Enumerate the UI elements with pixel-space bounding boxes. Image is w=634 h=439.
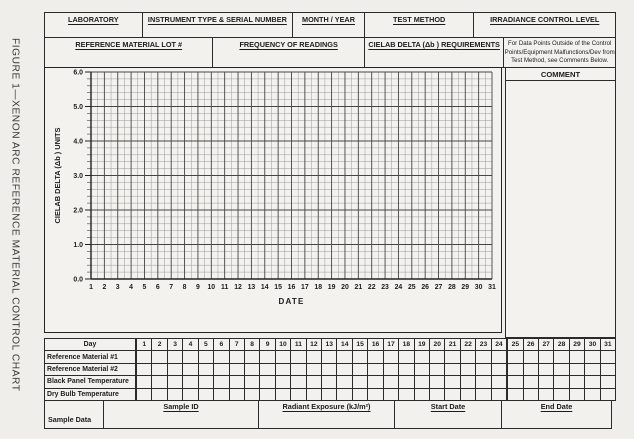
table-row-reference-material-1	[45, 350, 615, 362]
data-cell	[444, 351, 459, 362]
day-number-cell: 11	[290, 339, 305, 350]
data-cell	[259, 389, 274, 400]
data-cell	[321, 364, 336, 375]
data-cell	[523, 351, 538, 362]
data-cell	[244, 351, 259, 362]
svg-text:3: 3	[115, 284, 120, 291]
svg-text:21: 21	[354, 284, 363, 291]
svg-text:17: 17	[301, 284, 309, 291]
data-cell	[306, 376, 321, 387]
data-cell	[367, 376, 382, 387]
data-cell	[306, 351, 321, 362]
data-cell	[244, 364, 259, 375]
data-cell	[523, 389, 538, 400]
data-cell	[460, 376, 475, 387]
field-month-year	[293, 13, 365, 37]
field-label: REFERENCE MATERIAL LOT #	[75, 40, 183, 49]
data-cell	[491, 376, 506, 387]
svg-text:5: 5	[142, 284, 147, 291]
data-cell	[167, 376, 182, 387]
comment-column	[505, 67, 616, 338]
data-cell	[290, 376, 305, 387]
data-cell	[182, 351, 197, 362]
svg-text:9: 9	[196, 284, 200, 291]
day-number-cell: 8	[244, 339, 259, 350]
svg-text:4: 4	[129, 284, 134, 291]
data-cell	[523, 376, 538, 387]
data-cell	[229, 351, 244, 362]
data-cell	[414, 376, 429, 387]
svg-text:19: 19	[327, 284, 336, 291]
day-number-cell: 30	[584, 339, 599, 350]
svg-text:1.0: 1.0	[73, 241, 83, 249]
field-label: Sample ID	[163, 402, 199, 411]
svg-text:25: 25	[407, 284, 416, 291]
data-cell	[429, 376, 444, 387]
data-cell	[460, 351, 475, 362]
svg-text:24: 24	[394, 284, 403, 291]
data-cell	[600, 389, 615, 400]
data-cell	[553, 376, 568, 387]
day-number-cell: 29	[569, 339, 584, 350]
data-cell	[136, 351, 151, 362]
svg-text:8: 8	[182, 284, 187, 291]
data-cell	[182, 364, 197, 375]
day-number-cell: 26	[523, 339, 538, 350]
data-cell	[167, 351, 182, 362]
data-cell	[321, 351, 336, 362]
field-instrument-type-serial-number	[143, 13, 293, 37]
data-cell	[584, 389, 599, 400]
data-cell	[306, 364, 321, 375]
data-cell	[553, 351, 568, 362]
day-number-cell: 4	[182, 339, 197, 350]
data-cell	[584, 364, 599, 375]
day-number-cell: 12	[306, 339, 321, 350]
day-number-cell: 3	[167, 339, 182, 350]
field-label: LABORATORY	[68, 15, 119, 24]
data-cell	[244, 389, 259, 400]
svg-text:29: 29	[461, 284, 470, 291]
control-chart	[44, 67, 502, 333]
row-label: Reference Material #1	[45, 351, 136, 362]
data-cell	[398, 351, 413, 362]
day-number-cell: 14	[336, 339, 351, 350]
data-cell	[523, 364, 538, 375]
data-cell	[229, 364, 244, 375]
data-cell	[429, 364, 444, 375]
svg-text:30: 30	[474, 284, 483, 291]
data-cell	[336, 389, 351, 400]
svg-text:13: 13	[247, 284, 256, 291]
data-cell	[506, 351, 522, 362]
data-cell	[383, 351, 398, 362]
day-number-cell: 23	[475, 339, 490, 350]
day-number-cell: 19	[414, 339, 429, 350]
data-cell	[259, 376, 274, 387]
data-cell	[151, 376, 166, 387]
day-number-cell: 2	[151, 339, 166, 350]
data-cell	[306, 389, 321, 400]
day-header-row	[45, 339, 615, 350]
day-number-cell: 17	[383, 339, 398, 350]
day-number-cell: 24	[491, 339, 506, 350]
data-cell	[198, 376, 213, 387]
data-cell	[213, 389, 228, 400]
svg-text:16: 16	[287, 284, 296, 291]
day-number-cell: 18	[398, 339, 413, 350]
note-line: Test Method, see Comments Below.	[511, 57, 609, 65]
data-cell	[569, 389, 584, 400]
day-number-cell: 25	[506, 339, 522, 350]
day-number-cell: 21	[444, 339, 459, 350]
svg-text:27: 27	[434, 284, 443, 291]
comment-body	[506, 81, 615, 337]
data-cell	[475, 364, 490, 375]
data-cell	[444, 376, 459, 387]
daily-readings-table	[44, 338, 616, 401]
data-cell	[321, 376, 336, 387]
data-cell	[290, 364, 305, 375]
data-cell	[290, 389, 305, 400]
row-label: Dry Bulb Temperature	[45, 389, 136, 400]
svg-text:14: 14	[260, 284, 269, 291]
data-cell	[290, 351, 305, 362]
svg-text:2: 2	[102, 284, 107, 291]
day-number-cell: 13	[321, 339, 336, 350]
data-cell	[213, 376, 228, 387]
control-chart-form	[44, 12, 616, 429]
data-cell	[584, 376, 599, 387]
field-radiant-exposure-kj-m	[258, 400, 395, 429]
field-label: FREQUENCY OF READINGS	[239, 40, 338, 49]
data-cell	[167, 364, 182, 375]
data-cell	[198, 351, 213, 362]
day-number-cell: 9	[259, 339, 274, 350]
day-corner-label: Day	[45, 339, 136, 350]
field-end-date	[501, 400, 612, 429]
data-cell	[336, 364, 351, 375]
day-number-cell: 27	[538, 339, 553, 350]
field-label: IRRADIANCE CONTROL LEVEL	[490, 15, 600, 24]
data-cell	[569, 376, 584, 387]
data-cell	[151, 364, 166, 375]
svg-text:15: 15	[274, 284, 282, 291]
data-cell	[460, 364, 475, 375]
data-cell	[491, 364, 506, 375]
svg-text:1: 1	[89, 284, 93, 291]
data-cell	[383, 389, 398, 400]
data-cell	[600, 364, 615, 375]
data-cell	[336, 376, 351, 387]
data-cell	[398, 376, 413, 387]
svg-text:5.0: 5.0	[73, 103, 83, 111]
field-label: Start Date	[430, 402, 466, 411]
data-cell	[414, 389, 429, 400]
data-cell	[506, 364, 522, 375]
data-cell	[352, 364, 367, 375]
note-line: For Data Points Outside of the Control	[508, 40, 612, 47]
svg-text:22: 22	[367, 284, 376, 291]
data-cell	[383, 376, 398, 387]
day-number-cell: 22	[460, 339, 475, 350]
data-cell	[336, 351, 351, 362]
field-laboratory	[45, 13, 143, 37]
data-cell	[182, 389, 197, 400]
data-cell	[506, 376, 522, 387]
table-row-black-panel-temperature	[45, 375, 615, 387]
data-cell	[198, 389, 213, 400]
svg-text:0.0: 0.0	[73, 276, 83, 284]
data-cell	[136, 364, 151, 375]
data-cell	[259, 364, 274, 375]
svg-text:6: 6	[155, 284, 160, 291]
data-cell	[398, 364, 413, 375]
day-number-cell: 31	[600, 339, 615, 350]
data-cell	[398, 389, 413, 400]
data-cell	[213, 364, 228, 375]
day-number-cell: 1	[136, 339, 151, 350]
svg-text:7: 7	[169, 284, 174, 291]
data-cell	[259, 351, 274, 362]
field-label: MONTH / YEAR	[302, 15, 355, 24]
data-cell	[444, 364, 459, 375]
data-cell	[352, 351, 367, 362]
data-cell	[538, 389, 553, 400]
data-cell	[538, 376, 553, 387]
sample-data-section	[44, 400, 616, 429]
data-cell	[367, 351, 382, 362]
data-cell	[367, 364, 382, 375]
day-number-cell: 5	[198, 339, 213, 350]
comment-header: COMMENT	[506, 68, 615, 81]
data-cell	[538, 364, 553, 375]
day-number-cell: 10	[275, 339, 290, 350]
svg-text:3.0: 3.0	[73, 172, 83, 180]
data-cell	[475, 376, 490, 387]
data-cell	[569, 351, 584, 362]
chart-svg	[45, 68, 500, 331]
svg-text:26: 26	[421, 284, 430, 291]
note-line: Points/Equipment Malfunctions/Dev from	[504, 48, 615, 56]
field-label: Radiant Exposure (kJ/m²)	[282, 402, 371, 411]
data-cell	[460, 389, 475, 400]
data-cell	[275, 351, 290, 362]
data-cell	[491, 389, 506, 400]
svg-text:20: 20	[341, 284, 349, 291]
row-label: Black Panel Temperature	[45, 376, 136, 387]
field-label: End Date	[540, 402, 573, 411]
header-row-2	[44, 37, 616, 68]
data-cell	[167, 389, 182, 400]
svg-text:23: 23	[381, 284, 389, 291]
data-cell	[444, 389, 459, 400]
field-label: CIELAB DELTA (Δb ) REQUIREMENTS	[368, 40, 500, 49]
data-cell	[538, 351, 553, 362]
x-axis-label: DATE	[278, 297, 305, 306]
data-cell	[569, 364, 584, 375]
svg-text:12: 12	[234, 284, 242, 291]
y-axis-label: CIELAB DELTA (Δb ) UNITS	[53, 127, 62, 224]
data-cell	[584, 351, 599, 362]
data-cell	[229, 389, 244, 400]
sample-data-label: Sample Data	[48, 415, 92, 424]
control-points-note	[504, 38, 615, 67]
data-cell	[429, 389, 444, 400]
data-cell	[600, 376, 615, 387]
day-number-cell: 15	[352, 339, 367, 350]
data-cell	[151, 351, 166, 362]
field-cielab-delta-b-requirements	[365, 38, 505, 67]
svg-text:18: 18	[314, 284, 323, 291]
data-cell	[383, 364, 398, 375]
svg-text:28: 28	[448, 284, 456, 291]
svg-text:10: 10	[207, 284, 216, 291]
data-cell	[275, 364, 290, 375]
field-sample-id	[103, 400, 259, 429]
data-cell	[414, 351, 429, 362]
field-start-date	[394, 400, 502, 429]
data-cell	[198, 364, 213, 375]
row-label: Reference Material #2	[45, 364, 136, 375]
data-cell	[553, 389, 568, 400]
data-cell	[275, 376, 290, 387]
svg-text:11: 11	[221, 284, 229, 291]
data-cell	[352, 389, 367, 400]
field-frequency-of-readings	[213, 38, 364, 67]
figure-title: FIGURE 1—XENON ARC REFERENCE MATERIAL CONTROL CHART	[9, 38, 21, 392]
data-cell	[367, 389, 382, 400]
svg-text:6.0: 6.0	[73, 69, 83, 77]
data-cell	[244, 376, 259, 387]
field-test-method	[365, 13, 475, 37]
data-cell	[553, 364, 568, 375]
field-reference-material-lot	[45, 38, 213, 67]
svg-text:31: 31	[488, 284, 496, 291]
data-cell	[136, 389, 151, 400]
field-label: INSTRUMENT TYPE & SERIAL NUMBER	[147, 15, 287, 24]
data-cell	[213, 351, 228, 362]
data-cell	[491, 351, 506, 362]
data-cell	[151, 389, 166, 400]
table-row-dry-bulb-temperature	[45, 388, 615, 400]
data-cell	[352, 376, 367, 387]
sample-data-label-box	[44, 400, 104, 429]
day-number-cell: 7	[229, 339, 244, 350]
data-cell	[429, 351, 444, 362]
svg-text:4.0: 4.0	[73, 138, 83, 146]
svg-text:2.0: 2.0	[73, 207, 83, 215]
data-cell	[506, 389, 522, 400]
day-number-cell: 16	[367, 339, 382, 350]
data-cell	[414, 364, 429, 375]
header-row-1	[44, 12, 616, 38]
data-cell	[475, 389, 490, 400]
day-number-cell: 28	[553, 339, 568, 350]
data-cell	[136, 376, 151, 387]
table-row-reference-material-2	[45, 363, 615, 375]
data-cell	[321, 389, 336, 400]
data-cell	[600, 351, 615, 362]
field-label: TEST METHOD	[393, 15, 446, 24]
field-irradiance-control-level	[474, 13, 615, 37]
data-cell	[229, 376, 244, 387]
data-cell	[182, 376, 197, 387]
day-number-cell: 6	[213, 339, 228, 350]
data-cell	[275, 389, 290, 400]
data-cell	[475, 351, 490, 362]
day-number-cell: 20	[429, 339, 444, 350]
